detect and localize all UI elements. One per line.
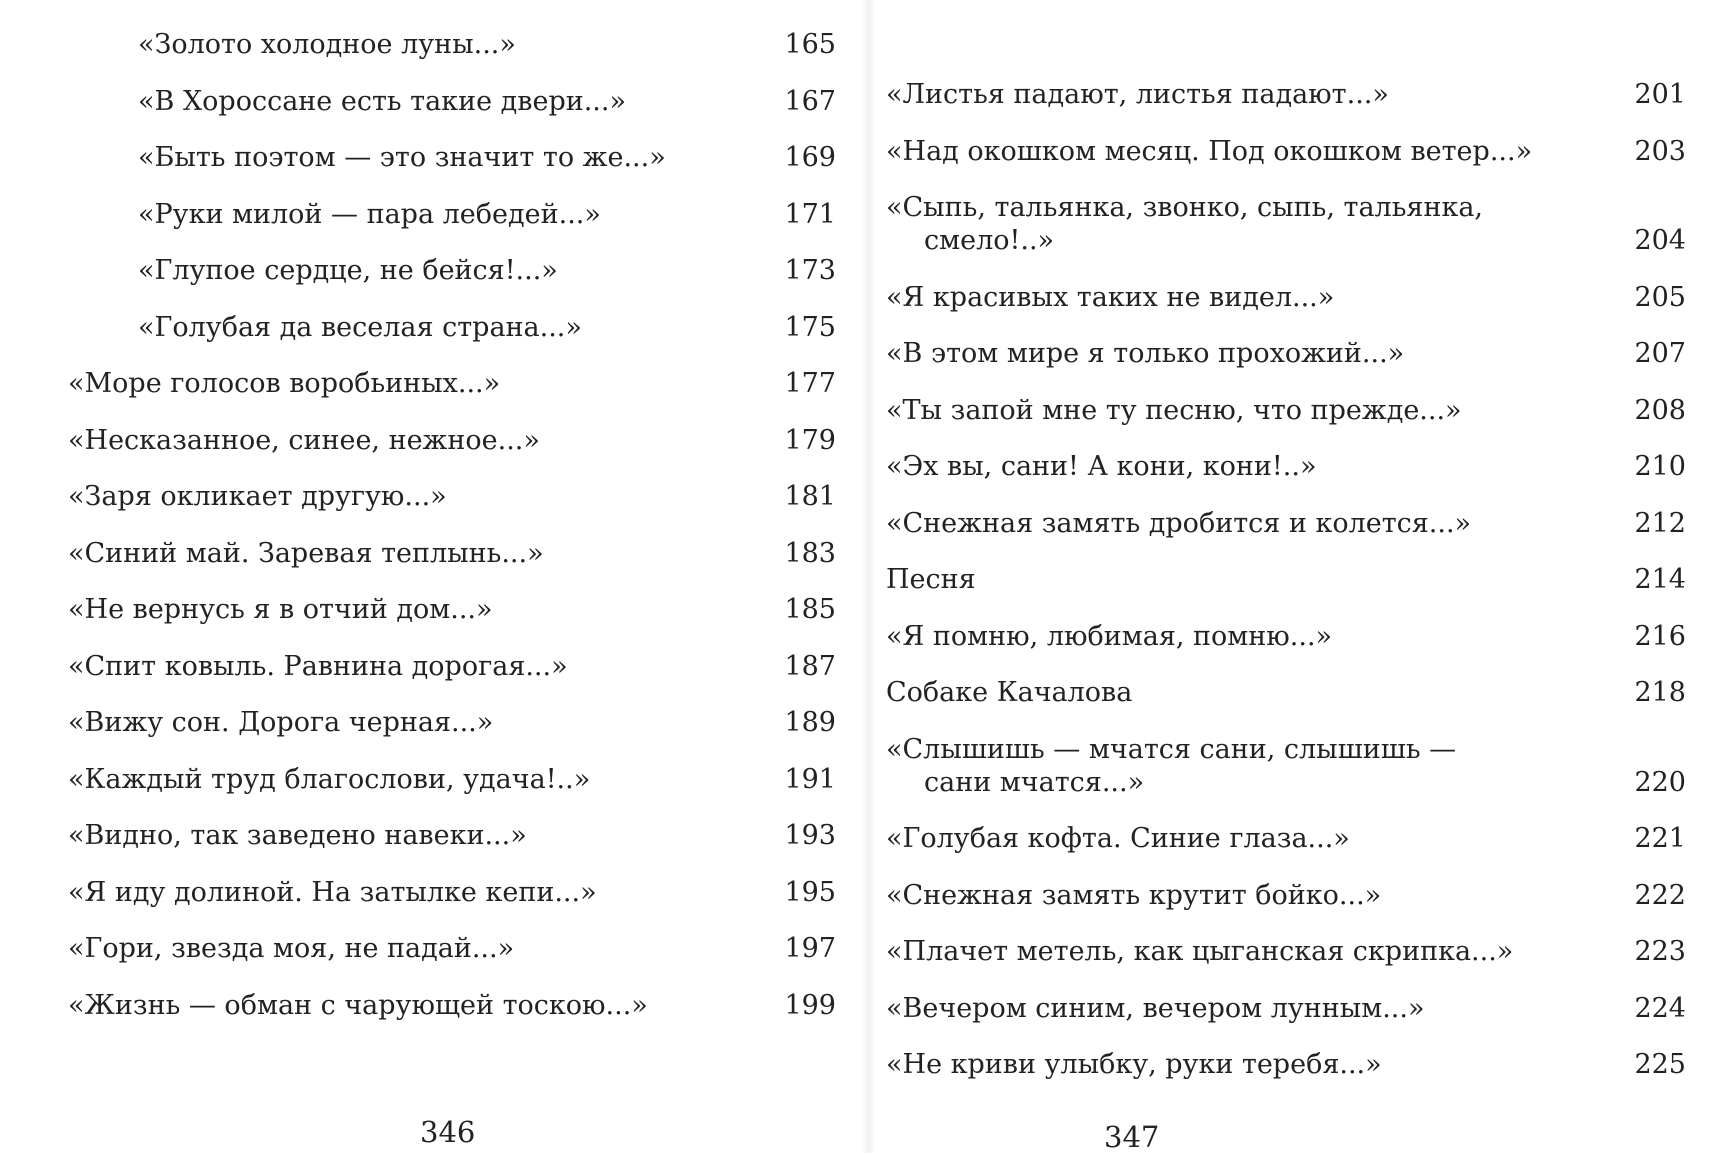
toc-entry bbox=[886, 281, 1686, 314]
entry-title: «Снежная замять крутит бойко...» bbox=[886, 879, 1382, 911]
toc-entry bbox=[68, 424, 836, 457]
entry-title: «Видно, так заведено навеки...» bbox=[68, 820, 527, 851]
entry-page-number: 167 bbox=[784, 85, 836, 117]
entry-title: «Плачет метель, как цыганская скрипка...» bbox=[886, 936, 1514, 967]
dot-leader bbox=[1390, 1048, 1627, 1081]
toc-entry bbox=[68, 254, 836, 287]
toc-entry bbox=[886, 879, 1686, 912]
entry-page-number: 177 bbox=[784, 368, 836, 399]
dot-leader bbox=[1432, 992, 1626, 1025]
dot-leader bbox=[455, 480, 777, 513]
entry-title: «Заря окликает другую...» bbox=[68, 481, 447, 512]
toc-entry bbox=[68, 367, 836, 400]
toc-entry bbox=[68, 593, 836, 626]
entry-title: «Я иду долиной. На затылке кепи...» bbox=[68, 876, 597, 908]
dot-leader bbox=[501, 593, 777, 626]
entry-page-number: 197 bbox=[784, 933, 836, 964]
entry-page-number: 220 bbox=[1634, 766, 1686, 798]
toc-entry bbox=[68, 85, 836, 118]
toc-entry bbox=[886, 1048, 1686, 1081]
dot-leader bbox=[576, 650, 777, 683]
toc-entry bbox=[68, 198, 836, 231]
entry-title: «Глупое сердце, не бейся!...» bbox=[138, 255, 558, 286]
toc-entry bbox=[68, 819, 836, 852]
entry-page-number: 185 bbox=[784, 594, 836, 625]
dot-leader bbox=[1340, 620, 1626, 653]
dot-leader bbox=[1140, 676, 1626, 709]
dot-leader bbox=[1397, 78, 1627, 111]
entry-page-number: 165 bbox=[784, 29, 836, 60]
toc-entry bbox=[68, 763, 836, 796]
entry-title: «Гори, звезда моя, не падай...» bbox=[68, 933, 515, 964]
entry-title: Собаке Качалова bbox=[886, 677, 1133, 708]
dot-leader bbox=[598, 763, 776, 796]
dot-leader bbox=[656, 989, 777, 1022]
dot-leader bbox=[1342, 281, 1626, 314]
entry-title: «Руки милой — пара лебедей...» bbox=[138, 198, 601, 230]
entry-title: «Эх вы, сани! А кони, кони!..» bbox=[886, 451, 1317, 482]
toc-entry bbox=[886, 992, 1686, 1025]
toc-entry bbox=[886, 822, 1686, 855]
toc-entry bbox=[68, 989, 836, 1022]
dot-leader bbox=[634, 85, 776, 118]
entry-title: «Голубая да веселая страна...» bbox=[138, 311, 582, 343]
entry-title: «Над окошком месяц. Под окошком ветер...» bbox=[886, 135, 1533, 167]
dot-leader bbox=[590, 311, 777, 344]
entry-page-number: 204 bbox=[1634, 225, 1686, 256]
toc-entry bbox=[886, 337, 1686, 370]
entry-title: «Не криви улыбку, руки теребя...» bbox=[886, 1049, 1382, 1080]
entry-page-number: 183 bbox=[784, 537, 836, 569]
dot-leader bbox=[605, 876, 777, 909]
entry-page-number: 223 bbox=[1634, 936, 1686, 967]
toc-entry bbox=[886, 394, 1686, 427]
entry-page-number: 218 bbox=[1634, 677, 1686, 708]
entry-page-number: 179 bbox=[784, 424, 836, 456]
entry-title: «Жизнь — обман с чарующей тоскою...» bbox=[68, 989, 648, 1021]
dot-leader bbox=[609, 198, 777, 231]
entry-page-number: 191 bbox=[784, 763, 836, 795]
entry-title: «Вижу сон. Дорога черная...» bbox=[68, 707, 494, 738]
dot-leader bbox=[508, 367, 776, 400]
toc-entry bbox=[886, 620, 1686, 653]
entry-title: «Каждый труд благослови, удача!..» bbox=[68, 763, 591, 795]
entry-page-number: 212 bbox=[1634, 507, 1686, 539]
dot-leader bbox=[1324, 450, 1626, 483]
entry-title: «Синий май. Заревая теплынь...» bbox=[68, 537, 544, 569]
toc-entry bbox=[68, 876, 836, 909]
toc-entry bbox=[886, 78, 1686, 111]
entry-page-number: 175 bbox=[784, 311, 836, 343]
entry-page-number: 193 bbox=[784, 820, 836, 851]
entry-page-number: 210 bbox=[1634, 451, 1686, 482]
entry-title: «Я помню, любимая, помню...» bbox=[886, 620, 1333, 652]
entry-page-number: 199 bbox=[784, 989, 836, 1021]
dot-leader bbox=[548, 424, 777, 457]
entry-title: «Ты запой мне ту песню, что прежде...» bbox=[886, 394, 1462, 426]
toc-entry bbox=[886, 191, 1686, 257]
entry-title: «Спит ковыль. Равнина дорогая...» bbox=[68, 650, 568, 682]
dot-leader bbox=[1412, 337, 1626, 370]
entry-title: «Листья падают, листья падают...» bbox=[886, 79, 1389, 110]
dot-leader bbox=[984, 563, 1627, 596]
entry-title: «Золото холодное луны...» bbox=[138, 29, 516, 60]
entry-page-number: 203 bbox=[1634, 135, 1686, 167]
entry-page-number: 195 bbox=[784, 876, 836, 908]
toc-entry bbox=[68, 311, 836, 344]
entry-title-continuation: сани мчатся...» bbox=[924, 766, 1145, 798]
toc-entry bbox=[886, 563, 1686, 596]
toc-entry bbox=[886, 935, 1686, 968]
entry-page-number: 181 bbox=[784, 481, 836, 512]
entry-title: «В Хороссане есть такие двери...» bbox=[138, 85, 626, 117]
page-number: 347 bbox=[1104, 1120, 1160, 1154]
toc-entry bbox=[68, 141, 836, 174]
dot-leader bbox=[1521, 935, 1626, 968]
dot-leader bbox=[524, 28, 777, 61]
toc-entry bbox=[68, 480, 836, 513]
entry-page-number: 187 bbox=[784, 650, 836, 682]
toc-entry bbox=[68, 28, 836, 61]
dot-leader bbox=[1479, 507, 1626, 540]
entry-page-number: 169 bbox=[784, 142, 836, 173]
dot-leader bbox=[501, 706, 776, 739]
entry-page-number: 208 bbox=[1634, 394, 1686, 426]
entry-title: «Быть поэтом — это значит то же...» bbox=[138, 142, 666, 173]
entry-title: «Море голосов воробьиных...» bbox=[68, 368, 501, 399]
entry-title: «Снежная замять дробится и колется...» bbox=[886, 507, 1472, 539]
entry-title-continuation: смело!..» bbox=[924, 225, 1055, 256]
dot-leader bbox=[674, 141, 777, 174]
dot-leader bbox=[1152, 766, 1626, 799]
dot-leader bbox=[1358, 822, 1627, 855]
dot-leader bbox=[552, 537, 777, 570]
entry-title: Песня bbox=[886, 564, 976, 595]
entry-title: «Я красивых таких не видел...» bbox=[886, 281, 1335, 313]
entry-title: «Сыпь, тальянка, звонко, сыпь, тальянка, bbox=[886, 192, 1483, 223]
toc-entry bbox=[68, 537, 836, 570]
toc-entry bbox=[886, 450, 1686, 483]
toc-entry bbox=[68, 932, 836, 965]
left-toc-list bbox=[68, 28, 836, 1045]
toc-entry bbox=[68, 650, 836, 683]
entry-page-number: 189 bbox=[784, 707, 836, 738]
entry-page-number: 225 bbox=[1634, 1049, 1686, 1080]
entry-page-number: 205 bbox=[1634, 281, 1686, 313]
dot-leader bbox=[1540, 135, 1626, 168]
entry-page-number: 222 bbox=[1634, 879, 1686, 911]
entry-page-number: 171 bbox=[784, 198, 836, 230]
dot-leader bbox=[1389, 879, 1626, 912]
toc-entry bbox=[886, 676, 1686, 709]
page-number: 346 bbox=[420, 1115, 476, 1149]
right-toc-list bbox=[886, 78, 1686, 1105]
dot-leader bbox=[1470, 394, 1627, 427]
entry-title: «Вечером синим, вечером лунным...» bbox=[886, 992, 1425, 1024]
toc-entry bbox=[68, 706, 836, 739]
entry-page-number: 214 bbox=[1634, 564, 1686, 595]
dot-leader bbox=[535, 819, 777, 852]
entry-page-number: 207 bbox=[1634, 338, 1686, 369]
toc-entry bbox=[886, 135, 1686, 168]
toc-entry bbox=[886, 507, 1686, 540]
toc-entry bbox=[886, 733, 1686, 799]
entry-page-number: 221 bbox=[1634, 823, 1686, 854]
entry-page-number: 216 bbox=[1634, 620, 1686, 652]
entry-title: «Несказанное, синее, нежное...» bbox=[68, 424, 540, 456]
entry-page-number: 224 bbox=[1634, 992, 1686, 1024]
right-page bbox=[876, 0, 1721, 1153]
dot-leader bbox=[522, 932, 776, 965]
dot-leader bbox=[1062, 224, 1626, 257]
book-gutter bbox=[862, 0, 876, 1153]
entry-page-number: 201 bbox=[1634, 79, 1686, 110]
entry-title: «Слышишь — мчатся сани, слышишь — bbox=[886, 733, 1457, 765]
entry-title: «Не вернусь я в отчий дом...» bbox=[68, 594, 493, 625]
entry-title: «В этом мире я только прохожий...» bbox=[886, 338, 1405, 369]
entry-page-number: 173 bbox=[784, 255, 836, 286]
dot-leader bbox=[566, 254, 777, 287]
entry-title: «Голубая кофта. Синие глаза...» bbox=[886, 823, 1350, 854]
